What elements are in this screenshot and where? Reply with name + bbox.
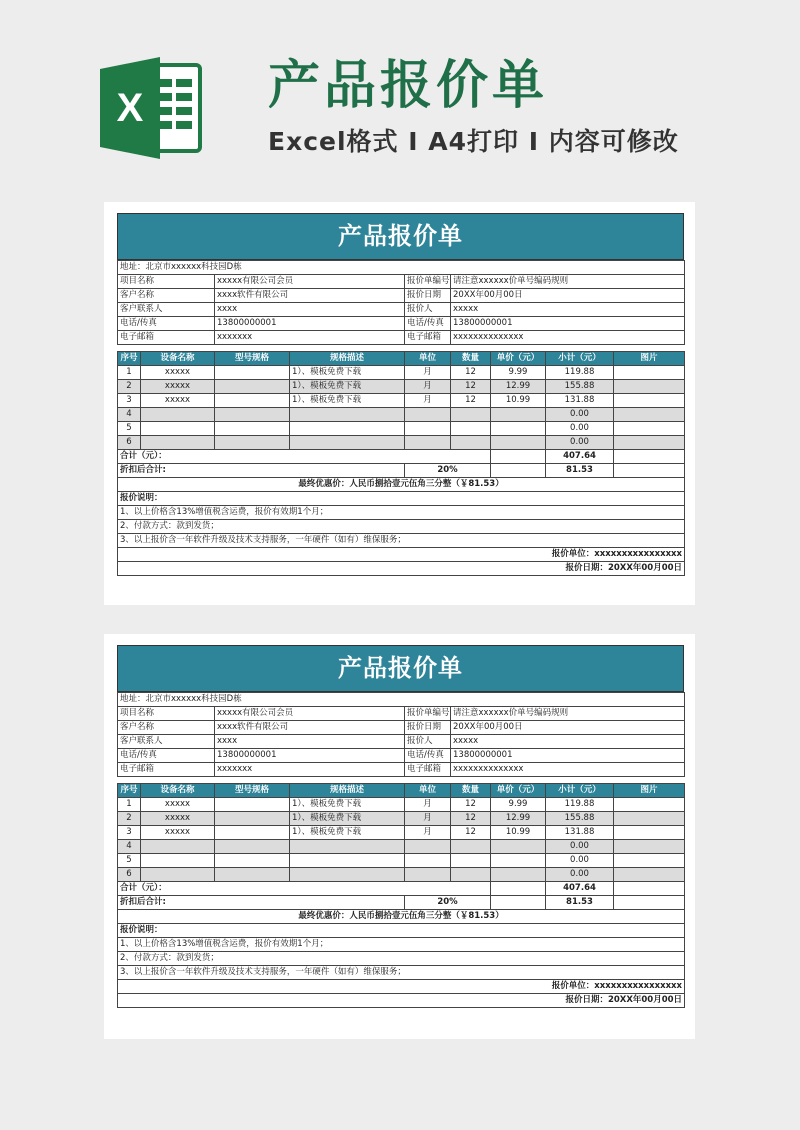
info-row: 客户联系人 xxxx 报价人 xxxxx <box>118 303 685 317</box>
discount-value: 81.53 <box>546 464 614 478</box>
quote-unit-row <box>118 548 685 562</box>
note-row: 3、以上报价含一年软件升级及技术支持服务，一年硬件（如有）维保服务； <box>118 534 685 548</box>
form-header: 产品报价单 <box>117 645 684 692</box>
info-row: 电话/传真 13800000001 电话/传真 13800000001 <box>118 749 685 763</box>
table-header-row: 序号 设备名称 型号规格 规格描述 单位 数量 单价（元） 小计（元） 图片 <box>118 352 685 366</box>
discount-row <box>118 464 685 478</box>
info-row: 客户名称 xxxx软件有限公司 报价日期 20XX年00月00日 <box>118 721 685 735</box>
form-header: 产品报价单 <box>117 213 684 260</box>
quote-date-row <box>118 562 685 576</box>
table-row: 1 xxxxx 1）、模板免费下载 月 12 9.99 119.88 <box>118 798 685 812</box>
total-row <box>118 450 685 464</box>
table-row: 6 0.00 <box>118 868 685 882</box>
table-row: 3 xxxxx 1）、模板免费下载 月 12 10.99 131.88 <box>118 826 685 840</box>
table-row: 4 0.00 <box>118 408 685 422</box>
info-row: 电子邮箱 xxxxxxx 电子邮箱 xxxxxxxxxxxxxx <box>118 331 685 345</box>
notes-title: 报价说明： <box>118 492 685 506</box>
page-subtitle: Excel格式 I A4打印 I 内容可修改 <box>268 127 679 156</box>
notes-title: 报价说明： <box>118 924 685 938</box>
info-row: 客户名称 xxxx软件有限公司 报价日期 20XX年00月00日 <box>118 289 685 303</box>
total-label: 合计（元）： <box>118 882 491 896</box>
final-price-text: 最终优惠价：人民币捌拾壹元伍角三分整（￥81.53） <box>118 910 685 924</box>
discount-label: 折扣后合计: <box>118 896 405 910</box>
quote-date-row <box>118 994 685 1008</box>
table-row: 5 0.00 <box>118 422 685 436</box>
total-label: 合计（元）： <box>118 450 491 464</box>
total-value: 407.64 <box>546 450 614 464</box>
info-row: 项目名称 xxxxx有限公司会员 报价单编号 请注意xxxxxx价单号编码规则 <box>118 275 685 289</box>
discount-rate: 20% <box>405 464 491 478</box>
quote-sheet-2 <box>104 634 695 1039</box>
table-row: 1 xxxxx 1）、模板免费下载 月 12 9.99 119.88 <box>118 366 685 380</box>
note-row: 1、以上价格含13%增值税含运费，报价有效期1个月； <box>118 506 685 520</box>
spacer-row <box>118 777 685 784</box>
note-row: 3、以上报价含一年软件升级及技术支持服务，一年硬件（如有）维保服务； <box>118 966 685 980</box>
total-value: 407.64 <box>546 882 614 896</box>
discount-label: 折扣后合计: <box>118 464 405 478</box>
address-text: 地址：北京市xxxxxx科技园D栋 <box>118 261 685 275</box>
discount-row <box>118 896 685 910</box>
page-title: 产品报价单 <box>268 56 549 116</box>
address-text: 地址：北京市xxxxxx科技园D栋 <box>118 693 685 707</box>
quote-form <box>117 645 684 1008</box>
notes-title-row <box>118 924 685 938</box>
info-row: 电话/传真 13800000001 电话/传真 13800000001 <box>118 317 685 331</box>
total-row <box>118 882 685 896</box>
info-row: 客户联系人 xxxx 报价人 xxxxx <box>118 735 685 749</box>
table-row: 5 0.00 <box>118 854 685 868</box>
info-row: 项目名称 xxxxx有限公司会员 报价单编号 请注意xxxxxx价单号编码规则 <box>118 707 685 721</box>
svg-text:X: X <box>116 86 144 130</box>
quote-sheet-1 <box>104 202 695 605</box>
note-row: 2、付款方式：款到发货； <box>118 952 685 966</box>
notes-title-row <box>118 492 685 506</box>
table-row: 6 0.00 <box>118 436 685 450</box>
table-header-row: 序号 设备名称 型号规格 规格描述 单位 数量 单价（元） 小计（元） 图片 <box>118 784 685 798</box>
quote-date: 报价日期：20XX年00月00日 <box>118 994 685 1008</box>
final-price-row <box>118 478 685 492</box>
quote-table <box>117 692 685 1008</box>
excel-icon <box>100 57 204 159</box>
info-row: 电子邮箱 xxxxxxx 电子邮箱 xxxxxxxxxxxxxx <box>118 763 685 777</box>
table-row: 2 xxxxx 1）、模板免费下载 月 12 12.99 155.88 <box>118 380 685 394</box>
note-row: 1、以上价格含13%增值税含运费，报价有效期1个月； <box>118 938 685 952</box>
quote-unit: 报价单位：xxxxxxxxxxxxxxxx <box>118 548 685 562</box>
quote-table <box>117 260 685 576</box>
quote-unit: 报价单位：xxxxxxxxxxxxxxxx <box>118 980 685 994</box>
note-row: 2、付款方式：款到发货； <box>118 520 685 534</box>
discount-value: 81.53 <box>546 896 614 910</box>
quote-unit-row <box>118 980 685 994</box>
quote-form <box>117 213 684 576</box>
final-price-text: 最终优惠价：人民币捌拾壹元伍角三分整（￥81.53） <box>118 478 685 492</box>
discount-rate: 20% <box>405 896 491 910</box>
table-row: 2 xxxxx 1）、模板免费下载 月 12 12.99 155.88 <box>118 812 685 826</box>
final-price-row <box>118 910 685 924</box>
table-row: 4 0.00 <box>118 840 685 854</box>
quote-date: 报价日期：20XX年00月00日 <box>118 562 685 576</box>
spacer-row <box>118 345 685 352</box>
table-row: 3 xxxxx 1）、模板免费下载 月 12 10.99 131.88 <box>118 394 685 408</box>
